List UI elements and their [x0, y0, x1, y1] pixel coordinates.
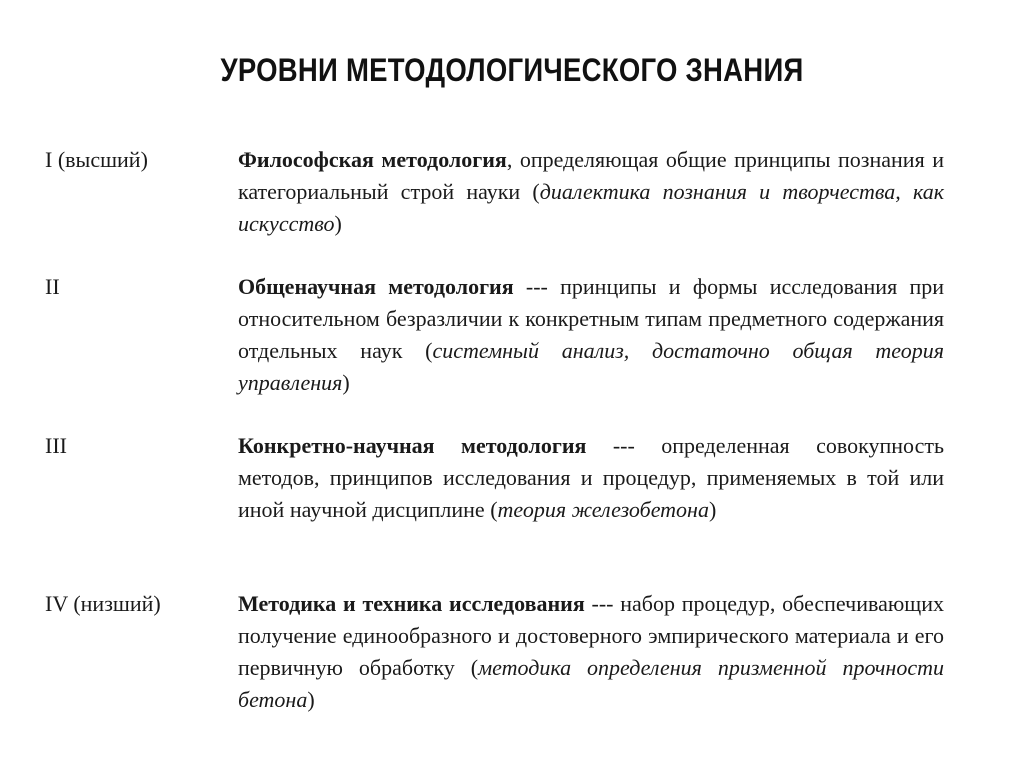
level-1-close: ) — [334, 211, 342, 236]
level-2-text — [238, 271, 944, 399]
level-4-label: IV (низший) — [45, 591, 161, 616]
level-1-text — [238, 144, 944, 240]
level-4-text — [238, 588, 944, 716]
level-1-example: диалектика познания и творчества, как искусство — [238, 179, 944, 236]
level-2-close: ) — [342, 370, 350, 395]
level-4-close: ) — [307, 687, 315, 712]
level-1-description: , определяющая общие принципы познания и категориальный строй науки ( — [238, 147, 944, 204]
level-3-text — [238, 430, 944, 526]
level-1-label: I (высший) — [45, 147, 148, 172]
level-4-description: --- набор процедур, обеспечивающих получение единообразного и достоверного эмпирического материала и его первичную обработку ( — [238, 591, 945, 680]
level-3-term: Конкретно-научная методология — [238, 433, 587, 458]
level-3-label: III — [45, 433, 67, 458]
level-2-example: системный анализ, достаточно общая теория управления — [238, 338, 944, 395]
level-3-close: ) — [708, 497, 717, 522]
level-2-label: II — [45, 274, 60, 299]
level-3-description: --- определенная совокупность методов, принципов исследования и процедур, применяемых в той или иной научной дисциплине ( — [238, 433, 944, 522]
level-4-example: методика определения призменной прочности бетона — [238, 655, 944, 712]
slide-title: УРОВНИ МЕТОДОЛОГИЧЕСКОГО ЗНАНИЯ — [220, 52, 804, 88]
level-2-description: --- принципы и формы исследования при относительном безразличии к конкретным типам предметного содержания отдельных наук ( — [238, 274, 944, 363]
level-4-term: Методика и техника исследования — [238, 591, 585, 616]
level-3-example: теория железобетона — [497, 497, 709, 522]
level-2-term: Общенаучная методология — [238, 274, 514, 299]
level-1-term: Философская методология — [238, 147, 507, 172]
